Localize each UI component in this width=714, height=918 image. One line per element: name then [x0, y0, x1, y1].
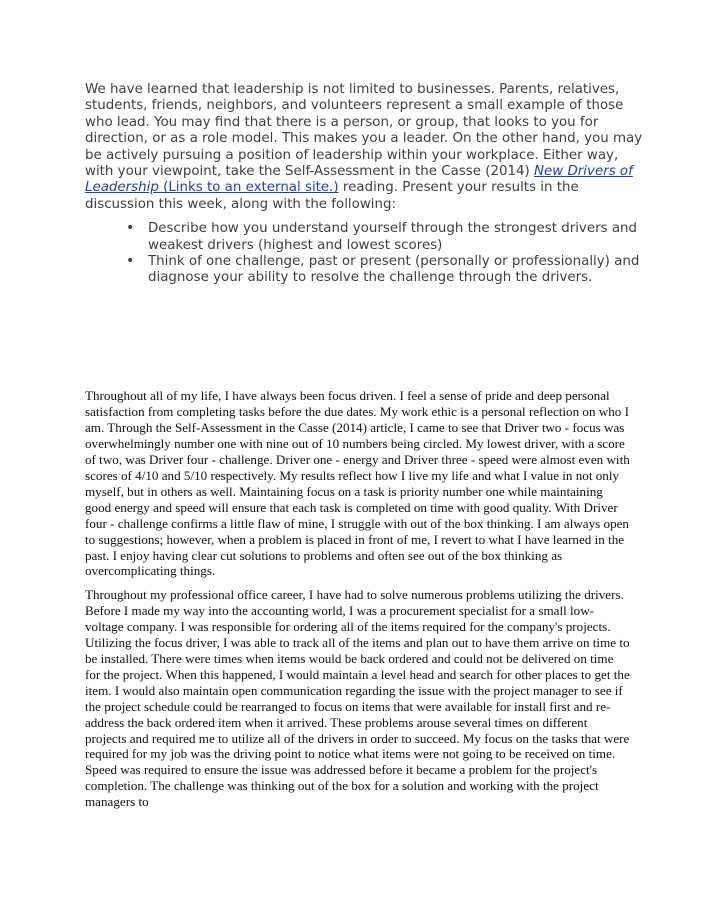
bullet-icon: • [126, 220, 135, 237]
bullet-text: Describe how you understand yourself through the strongest drivers and weakest drivers (highest and lowest scores) [148, 221, 638, 253]
list-item [126, 253, 645, 287]
prompt-bullet-list [85, 221, 645, 287]
prompt-intro-text: We have learned that leadership is not limited to businesses. Parents, relatives, students, friends, neighbors, and volunteers represent a small example of those who lead. You may find that there is a person, or group, that looks to you for direction, or as a role model. This makes you a leader. On the other hand, you may be actively pursuing a position of leadership within your workplace. Either way, with your viewpoint, take the Self-Assessment in the Casse (2014) [85, 82, 643, 180]
prompt-outro-text: reading. Present your results in the discussion this week, along with the following: [85, 180, 579, 212]
assignment-prompt [85, 82, 645, 287]
bullet-icon: • [126, 253, 135, 270]
list-item [126, 220, 645, 254]
external-site-link[interactable]: (Links to an external site.) [158, 180, 339, 196]
essay-paragraph-2: Throughout my professional office career, I have had to solve numerous problems utilizing the drivers. Before I made my way into the accounting world, I was a procurement specialist for a small low-voltage company. I was responsible for ordering all of the items required for the company's projects. Utilizing the focus driver, I was able to track all of the items and plan out to have them arrive on time to be installed. There were times when items would be back ordered and could not be delivered on time for the project. When this happened, I would maintain a level head and search for other places to get the item. I would also maintain open communication regarding the issue with the project manager to see if the project schedule could be rearranged to focus on items that were available for install first and re-address the back ordered item when it arrived. These problems arouse several times on different projects and required me to utilize all of the drivers in order to succeed. My focus on the tasks that were required for my job was the driving point to notice what items were not going to be received on time. Speed was required to ensure the issue was addressed before it became a problem for the project's completion. The challenge was thinking out of the box for a solution and working with the project managers to [85, 586, 630, 810]
bullet-text: Think of one challenge, past or present (personally or professionally) and diagnose your ability to resolve the challenge through the drivers. [148, 254, 640, 286]
prompt-paragraph [85, 82, 645, 213]
response-essay [85, 388, 630, 818]
new-drivers-of-leadership-link[interactable]: New Drivers of Leadership [85, 164, 633, 196]
essay-paragraph-1: Throughout all of my life, I have always been focus driven. I feel a sense of pride and deep personal satisfaction from completing tasks before the due dates. My work ethic is a personal reflection on who I am. Through the Self-Assessment in the Casse (2014) article, I came to see that Driver two - focus was overwhelmingly number one with nine out of 10 numbers being circled. My lowest driver, with a score of two, was Driver four - challenge. Driver one - energy and Driver three - speed were almost even with scores of 4/10 and 5/10 respectively. My results reflect how I live my life and what I value in not only myself, but in others as well. Maintaining focus on a task is priority number one while maintaining good energy and speed will ensure that each task is completed on time with good quality. With Driver four - challenge confirms a little flaw of mine, I struggle with out of the box thinking. I am always open to suggestions; however, when a problem is placed in front of me, I revert to what I have learned in the past. I enjoy having clear cut solutions to problems and often see out of the box thinking as overcomplicating things. [85, 388, 630, 579]
